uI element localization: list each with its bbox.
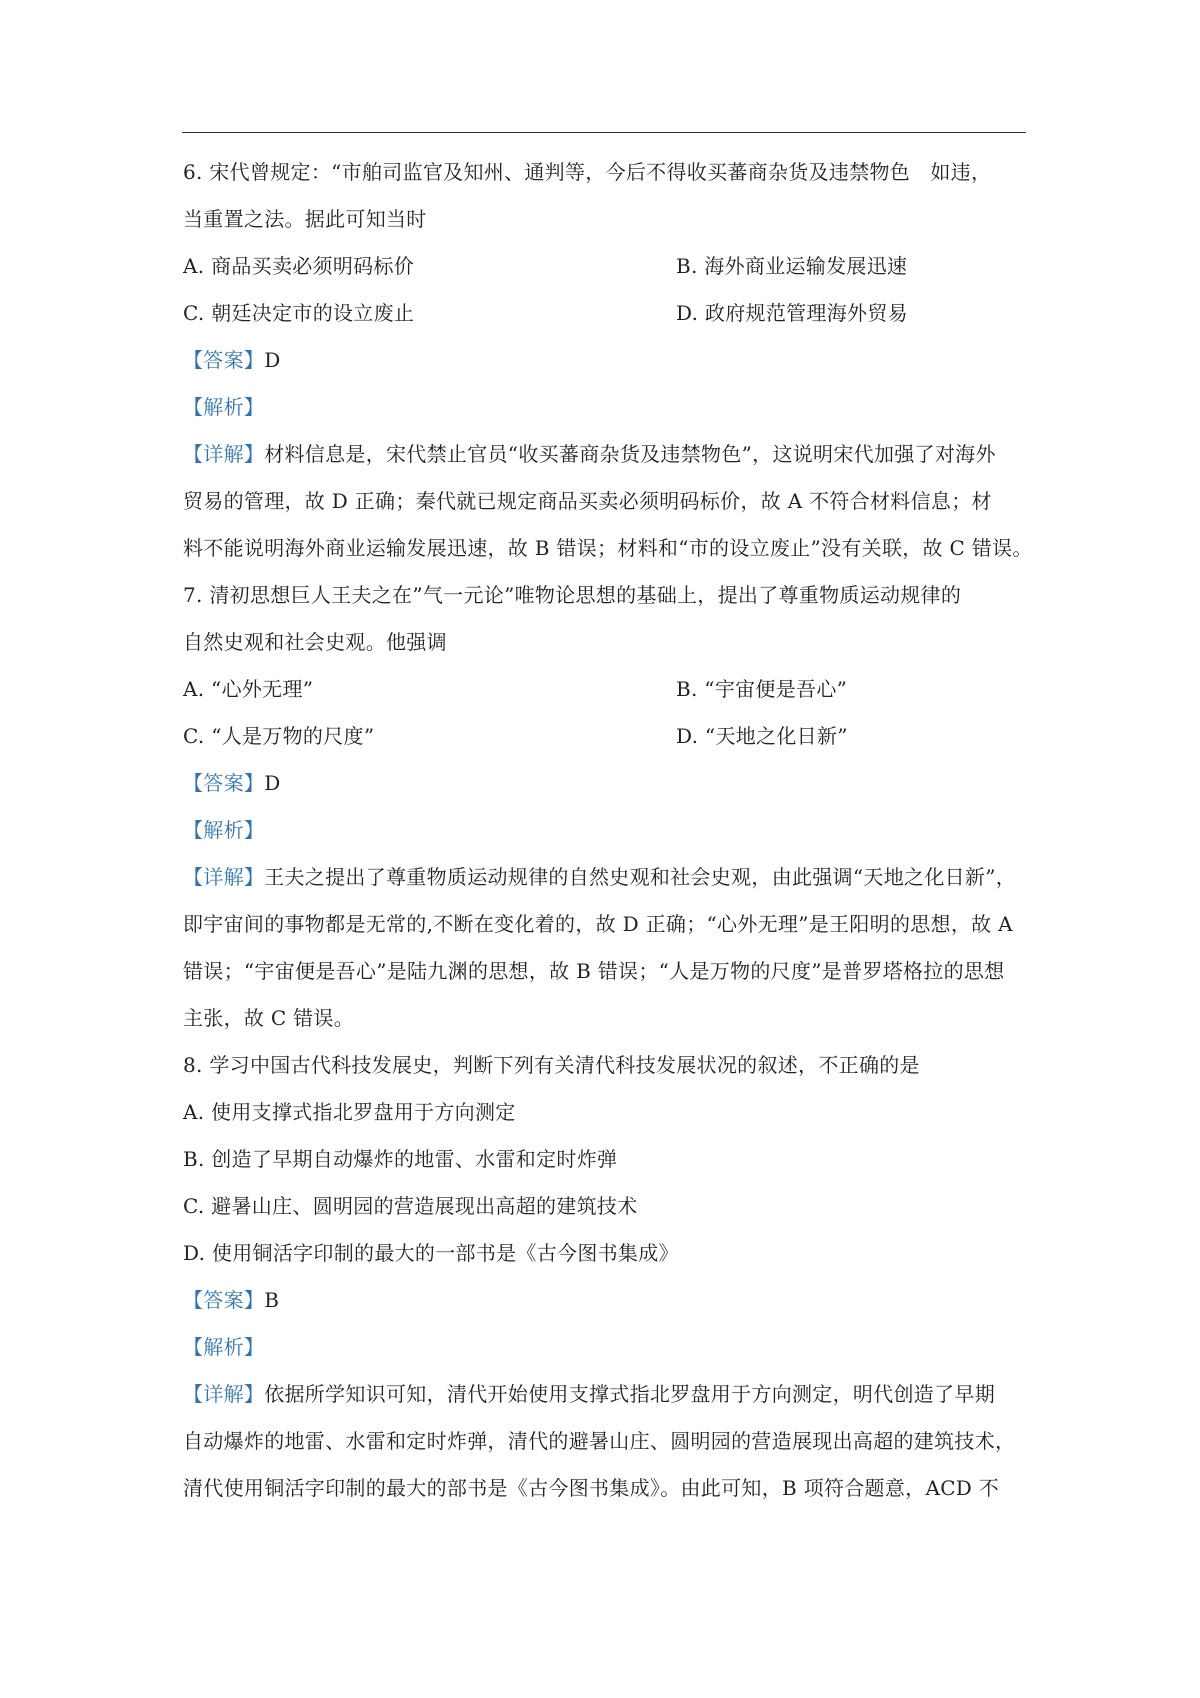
detail-tag: 【详解】 bbox=[183, 865, 265, 889]
q7-detail-line-2: 即宇宙间的事物都是无常的,不断在变化着的，故 D 正确；“心外无理”是王阳明的思想，故 A bbox=[183, 912, 1013, 936]
q6-detail-line-2: 贸易的管理，故 D 正确；秦代就已规定商品买卖必须明码标价，故 A 不符合材料信息；材 bbox=[183, 489, 992, 513]
q7-stem-line-2: 自然史观和社会史观。他强调 bbox=[183, 630, 447, 654]
q7-option-a: A. “心外无理” bbox=[183, 677, 314, 701]
q6-stem-line-1: 6. 宋代曾规定：“市舶司监官及知州、通判等，今后不得收买蕃商杂货及违禁物色 如违， bbox=[183, 160, 992, 184]
answer-value: D bbox=[264, 771, 281, 795]
q8-detail-line-1 bbox=[183, 1380, 995, 1408]
q8-option-c: C. 避暑山庄、圆明园的营造展现出高超的建筑技术 bbox=[183, 1194, 638, 1218]
q6-option-c: C. 朝廷决定市的设立废止 bbox=[183, 301, 415, 325]
q8-detail-line-2: 自动爆炸的地雷、水雷和定时炸弹，清代的避暑山庄、圆明园的营造展现出高超的建筑技术， bbox=[183, 1429, 1016, 1453]
q6-option-d: D. 政府规范管理海外贸易 bbox=[676, 301, 908, 325]
detail-text: 依据所学知识可知，清代开始使用支撑式指北罗盘用于方向测定，明代创造了早期 bbox=[264, 1382, 996, 1406]
answer-value: D bbox=[264, 348, 281, 372]
q7-detail-line-4: 主张，故 C 错误。 bbox=[183, 1006, 355, 1030]
answer-tag: 【答案】 bbox=[183, 771, 265, 795]
q8-option-a: A. 使用支撑式指北罗盘用于方向测定 bbox=[183, 1100, 516, 1124]
q8-option-b: B. 创造了早期自动爆炸的地雷、水雷和定时炸弹 bbox=[183, 1147, 618, 1171]
q8-option-d: D. 使用铜活字印制的最大的一部书是《古今图书集成》 bbox=[183, 1241, 679, 1265]
detail-tag: 【详解】 bbox=[183, 1382, 265, 1406]
q8-detail-line-3: 清代使用铜活字印制的最大的部书是《古今图书集成》。由此可知，B 项符合题意，ACD 不 bbox=[183, 1476, 1000, 1500]
q7-option-d: D. “天地之化日新” bbox=[676, 724, 848, 748]
q7-stem-line-1: 7. 清初思想巨人王夫之在”气一元论”唯物论思想的基础上，提出了尊重物质运动规律的 bbox=[183, 583, 962, 607]
detail-text: 材料信息是，宋代禁止官员“收买蕃商杂货及违禁物色”，这说明宋代加强了对海外 bbox=[264, 442, 996, 466]
q8-analysis-tag: 【解析】 bbox=[183, 1335, 265, 1359]
q6-answer bbox=[183, 346, 281, 374]
q8-stem-line-1: 8. 学习中国古代科技发展史，判断下列有关清代科技发展状况的叙述，不正确的是 bbox=[183, 1053, 920, 1077]
q6-stem-line-2: 当重置之法。据此可知当时 bbox=[183, 207, 427, 231]
q7-option-b: B. “宇宙便是吾心” bbox=[676, 677, 848, 701]
header-rule bbox=[182, 132, 1026, 133]
q6-detail-line-1 bbox=[183, 440, 996, 468]
answer-tag: 【答案】 bbox=[183, 1288, 265, 1312]
q6-option-a: A. 商品买卖必须明码标价 bbox=[183, 254, 415, 278]
q7-detail-line-1 bbox=[183, 863, 1016, 891]
q6-option-b: B. 海外商业运输发展迅速 bbox=[676, 254, 908, 278]
q8-answer bbox=[183, 1286, 279, 1314]
answer-value: B bbox=[264, 1288, 280, 1312]
q6-detail-line-3: 料不能说明海外商业运输发展迅速，故 B 错误；材料和“市的设立废止”没有关联，故 C 错误。 bbox=[183, 536, 1033, 560]
q7-option-c: C. “人是万物的尺度” bbox=[183, 724, 375, 748]
q6-analysis-tag: 【解析】 bbox=[183, 395, 265, 419]
detail-tag: 【详解】 bbox=[183, 442, 265, 466]
answer-tag: 【答案】 bbox=[183, 348, 265, 372]
q7-analysis-tag: 【解析】 bbox=[183, 818, 265, 842]
detail-text: 王夫之提出了尊重物质运动规律的自然史观和社会史观，由此强调“天地之化日新”， bbox=[264, 865, 1017, 889]
q7-detail-line-3: 错误；“宇宙便是吾心”是陆九渊的思想，故 B 错误；“人是万物的尺度”是普罗塔格拉的思想 bbox=[183, 959, 1005, 983]
q7-answer bbox=[183, 769, 281, 797]
